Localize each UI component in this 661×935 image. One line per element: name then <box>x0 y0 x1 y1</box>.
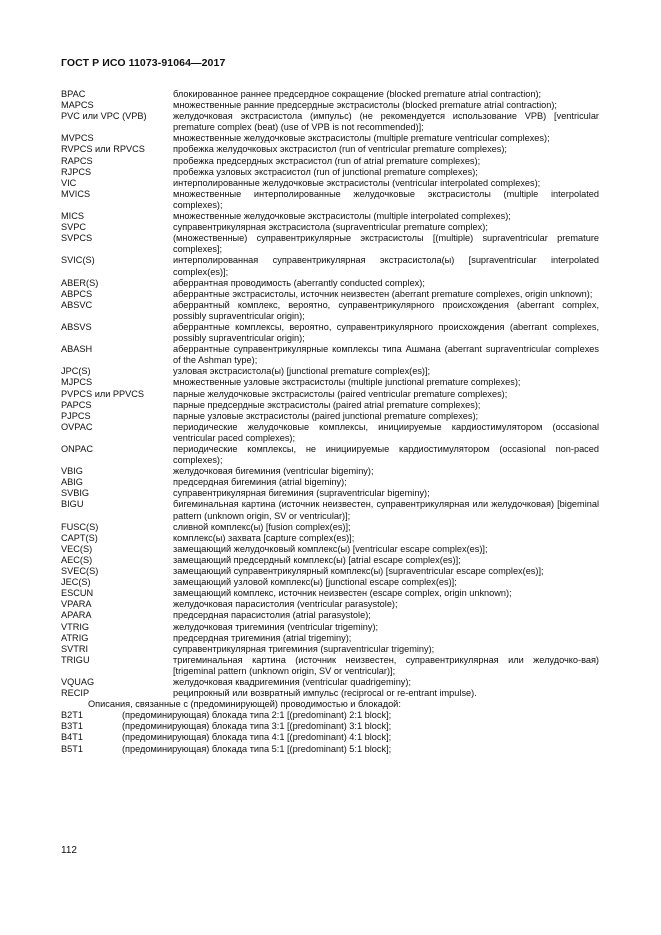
definition-term: SVEC(S) <box>61 566 99 577</box>
definition-term: JPC(S) <box>61 366 91 377</box>
definition-term: MVICS <box>61 188 91 199</box>
definition-term: ABSVC <box>61 299 93 310</box>
definition-description: (предоминирующая) блокада типа 4:1 [(predominant) 4:1 block]; <box>122 732 392 743</box>
definition-row <box>61 111 599 133</box>
definition-term: VEC(S) <box>61 543 93 554</box>
definition-description: суправентрикулярная бигеминия (supraventricular bigeminy); <box>173 488 430 499</box>
definition-term: SVBIG <box>61 488 90 499</box>
definition-row <box>61 466 599 477</box>
definition-row <box>61 411 599 422</box>
definition-term: VIC <box>61 177 77 188</box>
definition-description: аберрантный комплекс, вероятно, суправентрикулярного происхождения (aberrant complex, possibly supraventricular origin); <box>173 299 599 321</box>
definition-row <box>61 721 599 732</box>
definition-description: аберрантная проводимость (aberrantly conducted complex); <box>173 277 425 288</box>
definition-description: желудочковая тригеминия (ventricular trigeminy); <box>173 621 379 632</box>
definition-row <box>61 477 599 488</box>
definition-row <box>61 710 599 721</box>
definition-description: аберрантные экстрасистолы, источник неизвестен (aberrant premature complexes, origin unknown); <box>173 288 593 299</box>
definition-term: BPAC <box>61 89 86 99</box>
definition-description: замещающий предсердный комплекс(ы) [atrial escape complex(es)]; <box>173 554 461 565</box>
definition-term: TRIGU <box>61 654 90 665</box>
definition-description: периодические желудочковые комплексы, инициируемые кардиостимулятором (occasional ventricular paced complexes); <box>173 421 599 443</box>
definition-description: желудочковая квадригеминия (ventricular quadrigeminy); <box>173 676 412 687</box>
definition-term: BIGU <box>61 499 84 510</box>
definition-row <box>61 499 599 521</box>
definition-description: замещающий суправентрикулярный комплекс(ы) [supraventricular escape complex(es)]; <box>173 566 544 577</box>
definition-term: ONPAC <box>61 444 93 454</box>
definition-description: интерполированная суправентрикулярная экстрасистола(ы) [supraventricular interpolated complex(es)]; <box>173 255 599 277</box>
definition-row <box>61 655 599 677</box>
section-heading: Описания, связанные с (предоминирующей) проводимостью и блокадой: <box>88 699 401 710</box>
definition-row <box>61 233 599 255</box>
definition-row <box>61 744 599 755</box>
definition-row <box>61 622 599 633</box>
definition-description: комплекс(ы) захвата [capture complex(es)]; <box>173 532 355 543</box>
definition-description: пробежка узловых экстрасистол (run of junctional premature complexes); <box>173 166 478 177</box>
definition-row <box>61 211 599 222</box>
definition-term: B2T1 <box>61 710 83 721</box>
definition-term: PVPCS или PPVCS <box>61 388 145 399</box>
definition-description: тригеминальная картина (источник неизвестен, суправентрикулярная или желудочко-вая) [trigeminal pattern (unknown origin, SV or ventricular)]; <box>173 654 599 676</box>
definition-row <box>61 377 599 388</box>
definition-row <box>61 389 599 400</box>
definition-row <box>61 599 599 610</box>
definition-row <box>61 344 599 366</box>
definition-term: FUSC(S) <box>61 521 99 532</box>
definition-row <box>61 255 599 277</box>
definition-row <box>61 644 599 655</box>
definition-description: парные узловые экстрасистолы (paired junctional premature complexes); <box>173 410 479 421</box>
definition-row <box>61 178 599 189</box>
page-number: 112 <box>61 845 77 856</box>
definition-description: блокированное раннее предсердное сокращение (blocked premature atrial contraction); <box>173 89 542 99</box>
definition-row <box>61 278 599 289</box>
definition-term: SVPC <box>61 222 87 233</box>
definition-description: периодические комплексы, не инициируемые кардиостимулятором (occasional non-paced complexes); <box>173 444 599 466</box>
definition-term: MJPCS <box>61 377 93 388</box>
definitions-list <box>61 89 599 755</box>
definition-term: MAPCS <box>61 100 94 111</box>
definition-description: суправентрикулярная тригеминия (supraventricular trigeminy); <box>173 643 435 654</box>
definition-term: B4T1 <box>61 732 83 743</box>
definition-description: желудочковая экстрасистола (импульс) (не рекомендуется использование VPB) [ventricular premature complex (beat) (use of VPB is not recommended)]; <box>173 111 599 133</box>
definition-term: VTRIG <box>61 621 90 632</box>
definition-row <box>61 688 599 699</box>
definition-description: предсердная бигеминия (atrial bigeminy); <box>173 477 347 488</box>
definition-row <box>61 289 599 300</box>
definition-description: желудочковая бигеминия (ventricular bigeminy); <box>173 466 374 477</box>
definition-description: множественные желудочковые экстрасистолы (multiple interpolated complexes); <box>173 211 511 222</box>
definition-term: ABSVS <box>61 321 92 332</box>
definition-description: (множественные) суправентрикулярные экстрасистолы [(multiple) supraventricular premature complexes]; <box>173 233 599 255</box>
definition-row <box>61 222 599 233</box>
definition-row <box>61 100 599 111</box>
definition-term: ABER(S) <box>61 277 99 288</box>
definition-description: пробежка желудочковых экстрасистол (run of ventricular premature complexes); <box>173 144 507 155</box>
definition-description: замещающий желудочковый комплекс(ы) [ventricular escape complex(es)]; <box>173 543 488 554</box>
definition-term: VQUAG <box>61 676 95 687</box>
definition-term: MICS <box>61 211 84 222</box>
definition-row <box>61 167 599 178</box>
definition-description: желудочковая парасистолия (ventricular parasystole); <box>173 599 398 610</box>
definition-row <box>61 732 599 743</box>
definition-term: ATRIG <box>61 632 89 643</box>
definition-term: ESCUN <box>61 588 94 599</box>
definition-term: B3T1 <box>61 721 83 732</box>
definition-description: аберрантные суправентрикулярные комплексы типа Ашмана (aberrant supraventricular complexes of the Ashman type); <box>173 344 599 366</box>
definition-term: AEC(S) <box>61 554 93 565</box>
definition-description: парные желудочковые экстрасистолы (paired ventricular premature complexes); <box>173 388 508 399</box>
definition-description: парные предсердные экстрасистолы (paired atrial premature complexes); <box>173 399 481 410</box>
definition-row <box>61 633 599 644</box>
definition-row <box>61 610 599 621</box>
definition-row <box>61 533 599 544</box>
definition-row <box>61 189 599 211</box>
definition-row <box>61 677 599 688</box>
definition-term: JEC(S) <box>61 577 91 588</box>
definition-term: APARA <box>61 610 92 621</box>
definition-term: PAPCS <box>61 399 92 410</box>
definition-term: CAPT(S) <box>61 532 98 543</box>
definition-term: MVPCS <box>61 133 94 144</box>
definition-term: PJPCS <box>61 410 91 421</box>
definition-description: множественные интерполированные желудочковые экстрасистолы (multiple interpolated complexes); <box>173 188 599 210</box>
definition-row <box>61 422 599 444</box>
definition-description: множественные узловые экстрасистолы (multiple junctional premature complexes); <box>173 377 521 388</box>
definition-row <box>61 156 599 167</box>
definition-description: (предоминирующая) блокада типа 3:1 [(predominant) 3:1 block]; <box>122 721 392 732</box>
definition-term: ABIG <box>61 477 83 488</box>
definition-term: VPARA <box>61 599 92 610</box>
definition-row <box>61 588 599 599</box>
definition-row <box>61 444 599 466</box>
definition-row <box>61 544 599 555</box>
definition-term: SVIC(S) <box>61 255 95 266</box>
definition-term: RAPCS <box>61 155 93 166</box>
definition-description: сливной комплекс(ы) [fusion complex(es)]; <box>173 521 351 532</box>
definition-description: (предоминирующая) блокада типа 2:1 [(predominant) 2:1 block]; <box>122 710 392 721</box>
definition-row <box>61 300 599 322</box>
definition-row <box>61 488 599 499</box>
definition-description: множественные желудочковые экстрасистолы (multiple premature ventricular complexes); <box>173 133 550 144</box>
definition-row <box>61 322 599 344</box>
definition-description: предсердная тригеминия (atrial trigeminy); <box>173 632 352 643</box>
definition-description: замещающий комплекс, источник неизвестен (escape complex, origin unknown); <box>173 588 512 599</box>
definition-description: узловая экстрасистола(ы) [junctional premature complex(es)]; <box>173 366 431 377</box>
definition-term: SVTRI <box>61 643 89 654</box>
definition-term: RECIP <box>61 688 90 699</box>
definition-term: RVPCS или RPVCS <box>61 144 145 155</box>
definition-description: (предоминирующая) блокада типа 5:1 [(predominant) 5:1 block]; <box>122 743 392 754</box>
definition-description: суправентрикулярная экстрасистола (supraventricular premature complex); <box>173 222 488 233</box>
definition-row <box>61 555 599 566</box>
definition-row <box>61 522 599 533</box>
definition-row <box>61 366 599 377</box>
definition-row <box>61 133 599 144</box>
definition-term: VBIG <box>61 466 83 477</box>
definition-description: бигеминальная картина (источник неизвестен, суправентрикулярная или желудочковая) [bigeminal pattern (unknown origin, SV or ventricular)]; <box>173 499 599 521</box>
definition-term: B5T1 <box>61 743 83 754</box>
definition-row <box>61 577 599 588</box>
definition-row <box>61 89 599 100</box>
definition-description: множественные ранние предсердные экстрасистолы (blocked premature atrial contraction); <box>173 100 557 111</box>
definition-description: интерполированные желудочковые экстрасистолы (ventricular interpolated complexes); <box>173 177 541 188</box>
definition-description: предсердная парасистолия (atrial parasystole); <box>173 610 371 621</box>
definition-description: аберрантные комплексы, вероятно, суправентрикулярного происхождения (aberrant complexes, possibly supraventricular origin); <box>173 321 599 344</box>
definition-term: RJPCS <box>61 166 92 177</box>
definition-term: OVPAC <box>61 421 93 432</box>
definition-description: замещающий узловой комплекс(ы) [junctional escape complex(es)]; <box>173 577 457 588</box>
definition-row <box>61 144 599 155</box>
definition-term: SVPCS <box>61 233 93 244</box>
definition-term: PVC или VPC (VPB) <box>61 111 147 122</box>
definition-row <box>61 566 599 577</box>
definition-description: реципрокный или возвратный импульс (reciprocal or re-entrant impulse). <box>173 688 477 699</box>
definition-row <box>61 400 599 411</box>
definition-term: ABPCS <box>61 288 93 299</box>
document-header: ГОСТ Р ИСО 11073-91064—2017 <box>61 57 226 69</box>
definition-description: пробежка предсердных экстрасистол (run of atrial premature complexes); <box>173 155 481 166</box>
definition-term: ABASH <box>61 344 93 355</box>
